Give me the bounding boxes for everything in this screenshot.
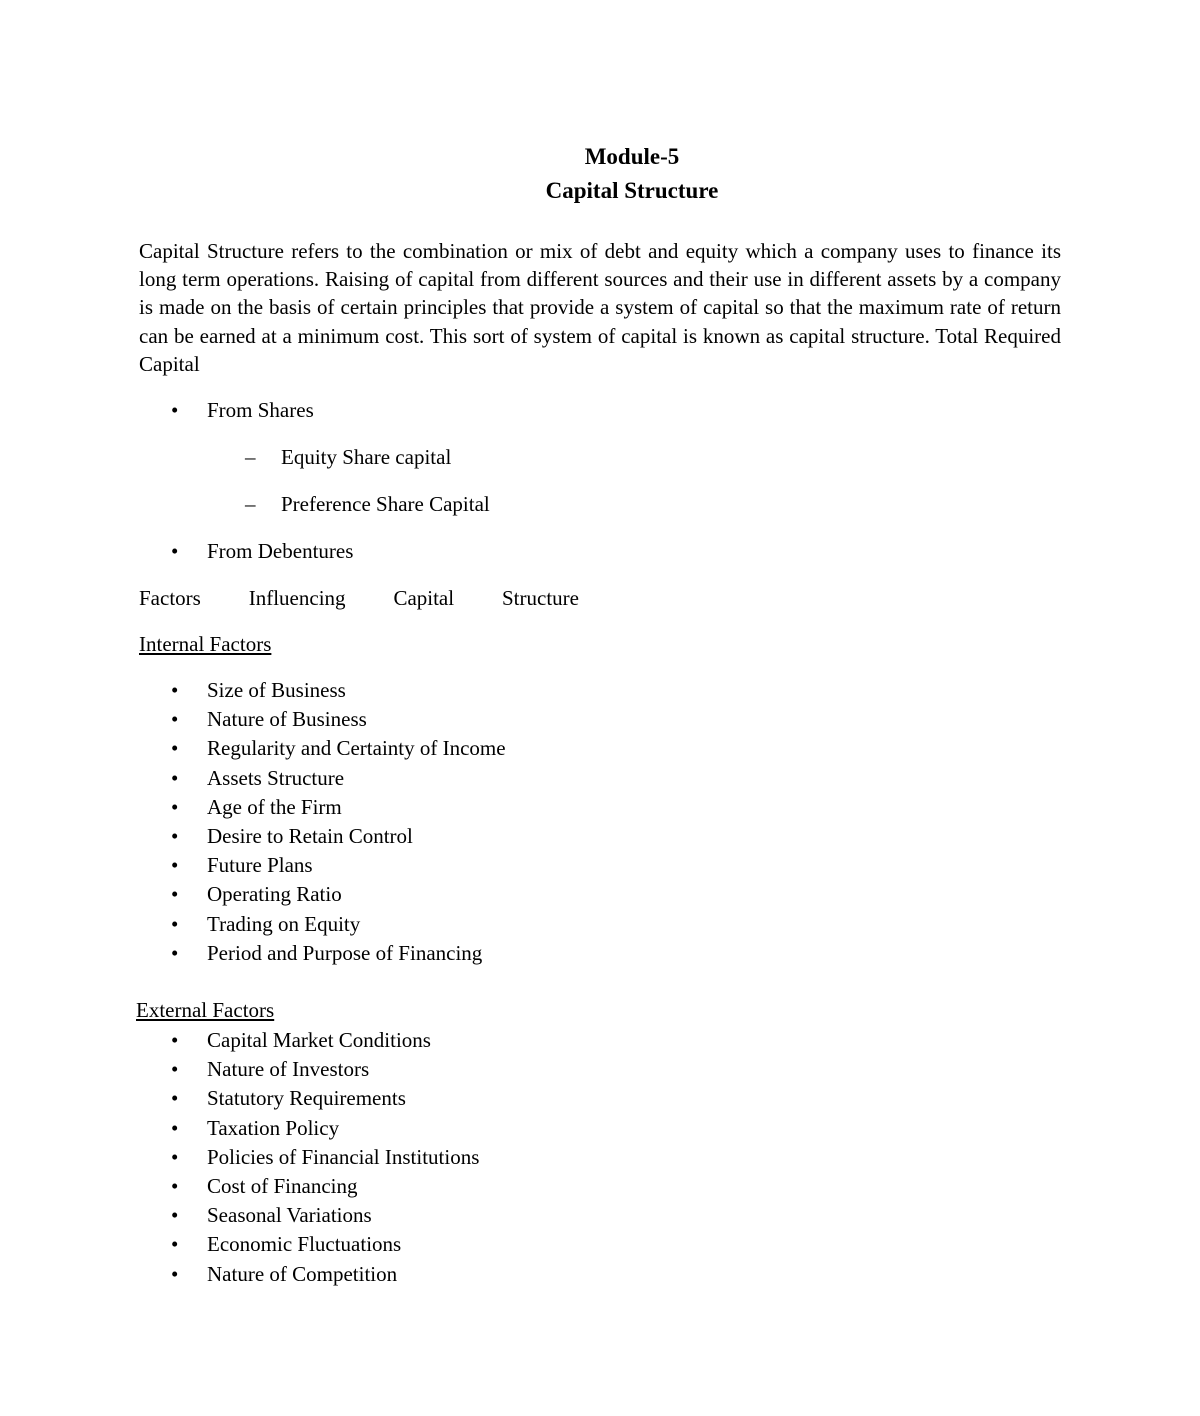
- list-item-label: Nature of Investors: [207, 1057, 370, 1082]
- list-item: [0, 1026, 1200, 1055]
- bullet-icon: •: [171, 1086, 179, 1111]
- bullet-icon: •: [171, 940, 179, 965]
- bullet-icon: •: [171, 1203, 179, 1228]
- bullet-icon: •: [171, 398, 179, 422]
- external-factors-list: [0, 1026, 1200, 1289]
- list-item-label: Nature of Competition: [207, 1261, 398, 1286]
- list-item: [0, 939, 1200, 968]
- list-item-label: Taxation Policy: [207, 1115, 340, 1140]
- sub-list-item-label: Equity Share capital: [281, 445, 452, 469]
- internal-factors-list: [0, 676, 1200, 968]
- bullet-icon: •: [171, 678, 179, 702]
- bullet-icon: •: [171, 765, 179, 790]
- list-item: [0, 676, 1200, 705]
- list-item-label: Future Plans: [207, 853, 313, 878]
- dash-icon: –: [245, 492, 256, 516]
- bullet-icon: •: [171, 1173, 179, 1198]
- list-item-label: Operating Ratio: [207, 882, 342, 907]
- bullet-icon: •: [171, 1261, 179, 1286]
- list-item: [0, 1084, 1200, 1113]
- bullet-icon: •: [171, 1144, 179, 1169]
- list-item: [0, 1172, 1200, 1201]
- bullet-icon: •: [171, 794, 179, 819]
- list-item-label: Statutory Requirements: [207, 1086, 406, 1111]
- list-item-label: Assets Structure: [207, 765, 345, 790]
- list-item-label: Policies of Financial Institutions: [207, 1144, 480, 1169]
- factors-heading-word: Influencing: [248, 586, 346, 610]
- list-item: [0, 1260, 1200, 1289]
- list-item: [0, 1143, 1200, 1172]
- list-item: [0, 705, 1200, 734]
- bullet-icon: •: [171, 707, 179, 732]
- list-item-label: Nature of Business: [207, 707, 367, 732]
- internal-factors-heading: Internal Factors: [139, 632, 272, 656]
- list-item: [0, 764, 1200, 793]
- factors-heading-word: Structure: [502, 586, 579, 610]
- list-item-label: Trading on Equity: [207, 911, 361, 936]
- factors-heading-word: Factors: [139, 586, 201, 610]
- bullet-icon: •: [171, 1057, 179, 1082]
- factors-heading-word: Capital: [393, 586, 455, 610]
- bullet-icon: •: [171, 736, 179, 761]
- bullet-icon: •: [171, 882, 179, 907]
- list-item-label: Desire to Retain Control: [207, 823, 413, 848]
- list-item: [0, 851, 1200, 880]
- list-item-label: Cost of Financing: [207, 1173, 358, 1198]
- list-item-label: Economic Fluctuations: [207, 1232, 402, 1257]
- list-item-label: Regularity and Certainty of Income: [207, 736, 506, 761]
- list-item-label: Capital Market Conditions: [207, 1028, 431, 1052]
- list-item: [0, 734, 1200, 763]
- list-item: [0, 1230, 1200, 1259]
- list-item: [0, 880, 1200, 909]
- sub-list-item-label: Preference Share Capital: [281, 492, 490, 516]
- bullet-icon: •: [171, 1232, 179, 1257]
- list-item-label: Period and Purpose of Financing: [207, 940, 483, 965]
- bullet-icon: •: [171, 911, 179, 936]
- bullet-icon: •: [171, 1115, 179, 1140]
- list-item: [0, 1201, 1200, 1230]
- bullet-icon: •: [171, 853, 179, 878]
- bullet-icon: •: [171, 823, 179, 848]
- dash-icon: –: [245, 445, 256, 469]
- page-title: Capital Structure: [545, 178, 719, 203]
- list-item-label: From Shares: [207, 398, 314, 422]
- intro-paragraph: Capital Structure refers to the combination or mix of debt and equity which a company uses to finance its long term operations. Raising of capital from different sources and their use in different assets by a company is made on the basis of certain principles that provide a system of capital so that the maximum rate of return can be earned at a minimum cost. This sort of system of capital is known as capital structure. Total Required Capital: [139, 239, 1061, 376]
- list-item: [0, 910, 1200, 939]
- list-item-label: Age of the Firm: [207, 794, 342, 819]
- factors-heading: [139, 584, 579, 612]
- list-item: [0, 1055, 1200, 1084]
- list-item: [0, 1114, 1200, 1143]
- list-item-label: Size of Business: [207, 678, 346, 702]
- external-factors-heading: External Factors: [136, 998, 275, 1022]
- list-item-label: From Debentures: [207, 539, 354, 563]
- list-item: [0, 793, 1200, 822]
- list-item-label: Seasonal Variations: [207, 1203, 372, 1228]
- module-title: Module-5: [584, 144, 680, 169]
- bullet-icon: •: [171, 539, 179, 563]
- bullet-icon: •: [171, 1028, 179, 1052]
- list-item: [0, 822, 1200, 851]
